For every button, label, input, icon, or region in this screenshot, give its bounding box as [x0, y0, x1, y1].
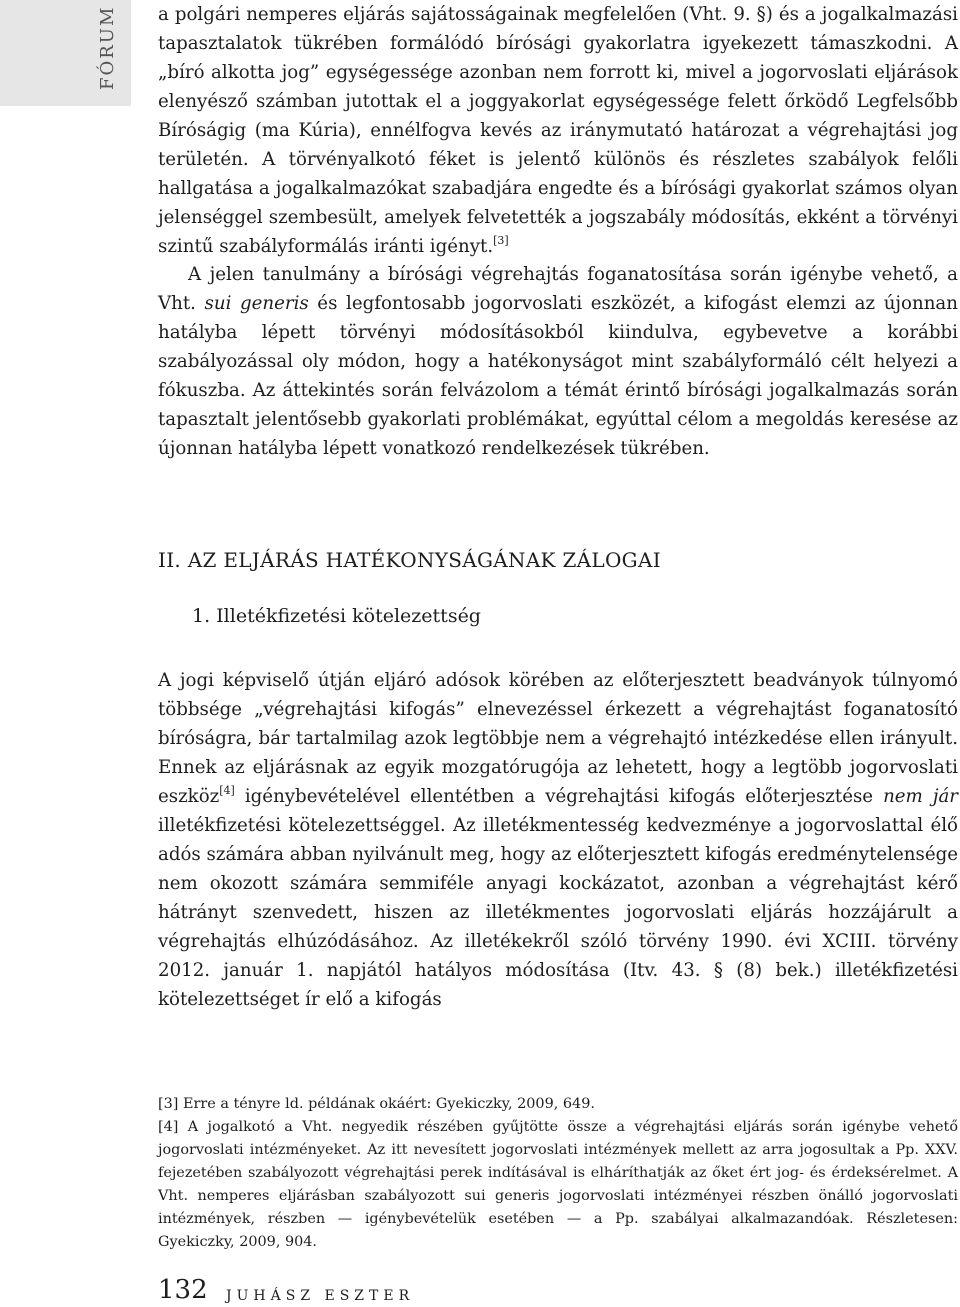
paragraph-text: és legfontosabb jogorvoslati eszközét, a kifogást elemzi az újonnan hatályba lépett törvényi módosításokból kiindulva, egybevetve a korábbi szabályozással oly módon, hogy a hatékonyságot mint szabályformáló célt helyezi a fókuszba. Az áttekintés során felvázolom a témát érintő bírósági jogalkalmazás során tapasztalt jelentősebb gyakorlati problémákat, egyúttal célom a megoldás keresése az újonnan hatályba lépett vonatkozó rendelkezések tükrében. — [158, 293, 958, 459]
italic-term: nem jár — [883, 786, 958, 807]
footnote-ref-4: [4] — [219, 784, 235, 797]
paragraph-intro — [158, 0, 958, 261]
section-label: FÓRUM — [97, 5, 118, 90]
page-number: 132 — [158, 1275, 208, 1305]
paragraph-study-aim — [158, 260, 958, 463]
footnotes — [158, 1093, 958, 1254]
paragraph-text: illetékfizetési kötelezettséggel. Az illetékmentesség kedvezménye a jogorvoslattal élő adós számára abban nyilvánult meg, hogy az előterjesztett kifogás eredménytelensége nem okozott számára semmiféle anyagi kockázatot, azonban a végrehajtást kérő hátrányt szenvedett, hiszen az illetékmentes jogorvoslati eljárás hozzájárult a végrehajtás elhúzódásához. Az illetékekről szóló törvény 1990. évi XCIII. törvény 2012. január 1. napjától hatályos módosítása (Itv. 43. § (8) bek.) illetékfizetési kötelezettséget ír elő a kifogás — [158, 815, 958, 1010]
paragraph-text: A jelen tanulmány a bírósági végrehajtás foganatosítása során igénybe vehető, a Vht. — [158, 264, 958, 314]
running-author: JUHÁSZ ESZTER — [226, 1288, 415, 1304]
italic-term: sui generis — [204, 293, 309, 314]
paragraph-text: A jogi képviselő útján eljáró adósok körében az előterjesztett beadványok túlnyomó többsége „végrehajtási kifogás” elnevezéssel érkezett a végrehajtást foganatosító bíróságra, bár tartalmilag azok legtöbbje nem a végrehajtó intézkedése ellen irányult. Ennek az eljárásnak az egyik mozgatórugója az lehetett, hogy a legtöbb jogorvoslati eszköz — [158, 670, 958, 807]
paragraph-fee-obligation — [158, 666, 958, 1014]
subsection-heading: 1. Illetékfizetési kötelezettség — [192, 605, 481, 627]
paragraph-text: a polgári nemperes eljárás sajátosságainak megfelelően (Vht. 9. §) és a jogalkalmazási tapasztalatok tükrében formálódó bírósági gyakorlatra igyekezett támaszkodni. A „bíró alkotta jog” egységessége azonban nem forrott ki, mivel a jogorvoslati eljárások elenyésző számban jutottak el a joggyakorlat egységessége felett őrködő Legfelsőbb Bíróságig (ma Kúria), ennélfogva kevés az iránymutató határozat a végrehajtási jog területén. A törvényalkotó féket is jelentő különös és részletes szabályok felőli hallgatása a jogalkalmazókat szabadjára engedte és a bírósági gyakorlat számos olyan jelenséggel szembesült, amelyek felvetették a jogszabály módosítás, ekként a törvényi szintű szabályformálás iránti igényt. — [158, 4, 958, 257]
footnote-ref-3: [3] — [493, 234, 509, 247]
footnote-3: [3] Erre a tényre ld. példának okáért: Gyekiczky, 2009, 649. — [158, 1096, 595, 1112]
footnote-4: [4] A jogalkotó a Vht. negyedik részében gyűjtötte össze a végrehajtási eljárás során igénybe vehető jogorvoslati intézményeket. Az itt nevesített jogorvoslati intézmények mellett az arra jogosultak a Pp. XXV. fejezetében szabályozott végrehajtási perek indításával is elháríthatják az őket ért jog- és érdeksérelmet. A Vht. nemperes eljárásban szabályozott sui generis jogorvoslati intézményei részben önálló jogorvoslati intézmények, részben — igénybevételük esetében — a Pp. szabályai alkalmazandóak. Részletesen: Gyekiczky, 2009, 904. — [158, 1119, 958, 1250]
section-tab — [0, 0, 131, 106]
paragraph-text: igénybevételével ellentétben a végrehajtási kifogás előterjesztése — [234, 786, 884, 807]
section-heading: II. AZ ELJÁRÁS HATÉKONYSÁGÁNAK ZÁLOGAI — [158, 548, 661, 572]
